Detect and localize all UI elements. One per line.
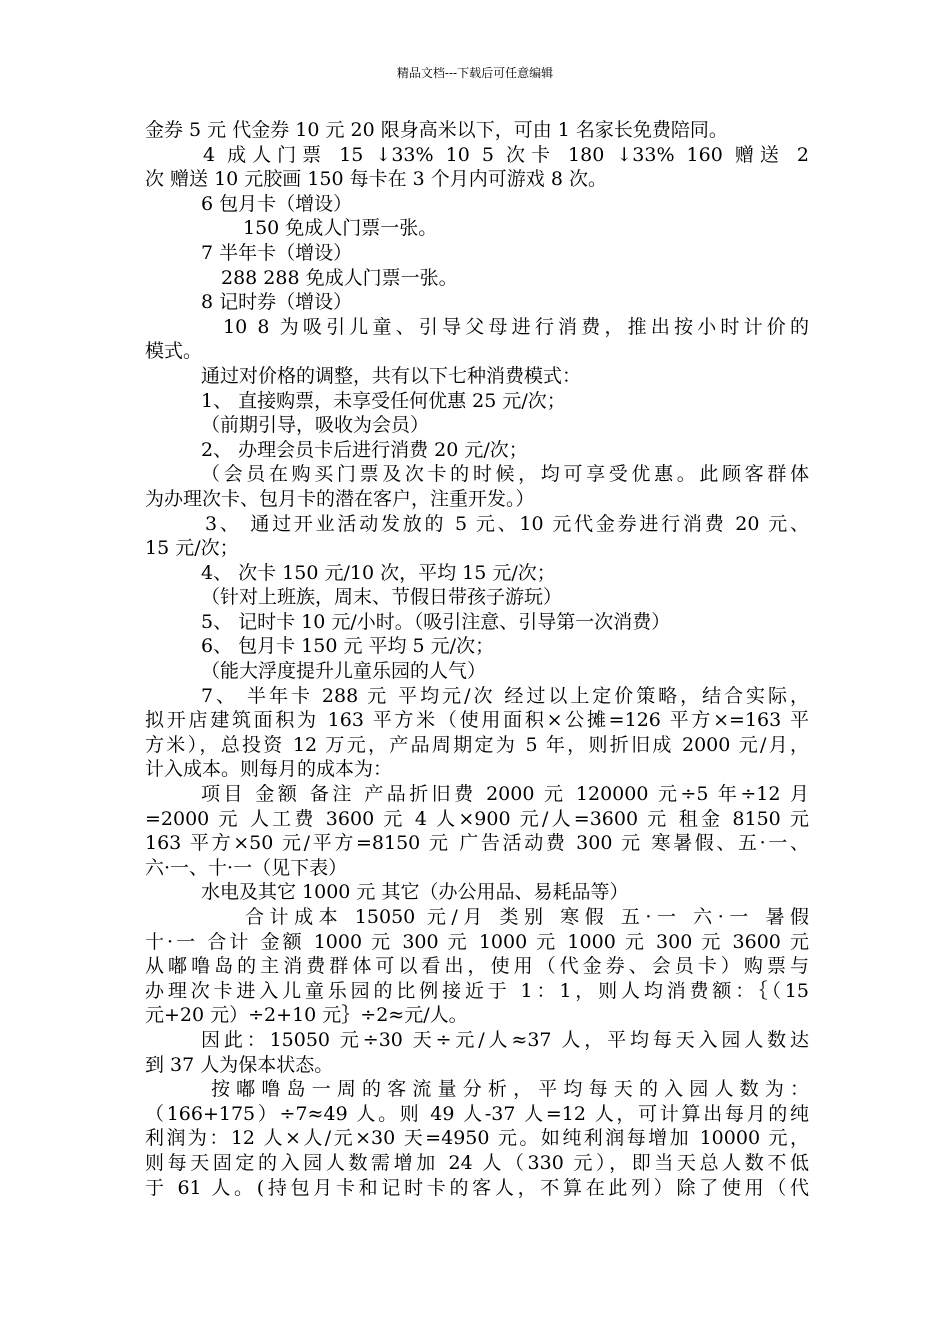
document-body (145, 118, 809, 1200)
text-line: 十·一 合计 金额 1000 元 300 元 1000 元 1000 元 300 元 3600 元 (145, 930, 809, 953)
text-line: 2、 办理会员卡后进行消费 20 元/次； (201, 438, 528, 461)
text-line: 则每天固定的入园人数需增加 24 人（330 元），即当天总人数不低 (145, 1151, 809, 1174)
text-line: 按嘟噜岛一周的客流量分析，平均每天的入园人数为： (211, 1078, 809, 1101)
text-line: 拟开店建筑面积为 163 平方米（使用面积×公摊=126 平方×=163 平 (145, 709, 809, 732)
text-line: 288 288 免成人门票一张。 (221, 266, 458, 289)
text-line: 于 61 人。(持包月卡和记时卡的客人，不算在此列）除了使用（代 (145, 1176, 809, 1199)
text-line: 六·一、十·一（见下表） (145, 856, 348, 879)
text-line: 元+20 元）÷2+10 元｝÷2≈元/人。 (145, 1004, 468, 1027)
text-line: 利润为：12 人×人/元×30 天=4950 元。如纯利润每增加 10000 元， (145, 1127, 809, 1150)
document-header: 精品文档---下载后可任意编辑 (396, 66, 554, 80)
text-line: 5、 记时卡 10 元/小时。（吸引注意、引导第一次消费） (201, 610, 671, 633)
text-line: 7 半年卡（增设） (201, 241, 353, 264)
text-line: （针对上班族，周末、节假日带孩子游玩） (201, 586, 563, 609)
text-line: 合计成本 15050 元/月 类别 寒假 五·一 六·一 暑假 (245, 906, 809, 928)
text-line: 8 记时券（增设） (201, 291, 353, 314)
text-line: 6 包月卡（增设） (201, 192, 353, 215)
text-line: 方米），总投资 12 万元，产品周期定为 5 年，则折旧成 2000 元/月， (145, 733, 809, 756)
text-line: （166+175）÷7≈49 人。则 49 人-37 人=12 人，可计算出每月的纯 (145, 1102, 809, 1125)
text-line: 模式。 (145, 340, 203, 363)
text-line: 3、 通过开业活动发放的 5 元、10 元代金券进行消费 20 元、 (205, 512, 809, 535)
text-line: 163 平方×50 元/平方=8150 元 广告活动费 300 元 寒暑假、五·一、 (145, 832, 809, 855)
text-line: （会员在购买门票及次卡的时候，均可享受优惠。此顾客群体 (201, 463, 809, 486)
text-line: 4 成人门票 15 ↓33% 10 5 次卡 180 ↓33% 160 赠送 2 (203, 143, 809, 166)
text-line: 因此：15050 元÷30 天÷元/人≈37 人，平均每天入园人数达 (201, 1028, 809, 1051)
text-line: 次 赠送 10 元胶画 150 每卡在 3 个月内可游戏 8 次。 (145, 168, 607, 191)
text-line: 15 元/次； (145, 537, 239, 560)
text-line: 水电及其它 1000 元 其它（办公用品、易耗品等） (201, 881, 629, 904)
text-line: 金券 5 元 代金券 10 元 20 限身高米以下，可由 1 名家长免费陪同。 (145, 119, 728, 141)
text-line: 150 免成人门票一张。 (243, 217, 438, 240)
text-line: 10 8 为吸引儿童、引导父母进行消费，推出按小时计价的 (223, 315, 809, 338)
text-line: 计入成本。则每月的成本为： (145, 758, 393, 781)
text-line: =2000 元 人工费 3600 元 4 人×900 元/人=3600 元 租金 8150 元 (145, 807, 809, 830)
text-line: 为办理次卡、包月卡的潜在客户，注重开发。） (145, 487, 535, 510)
text-line: 4、 次卡 150 元/10 次，平均 15 元/次； (201, 561, 556, 584)
text-line: 7、 半年卡 288 元 平均元/次 经过以上定价策略，结合实际， (201, 684, 809, 707)
text-line: 到 37 人为保本状态。 (145, 1053, 334, 1076)
text-line: 从嘟噜岛的主消费群体可以看出，使用（代金券、会员卡）购票与 (145, 955, 809, 978)
text-line: （能大浮度提升儿童乐园的人气） (201, 660, 487, 683)
text-line: 办理次卡进入儿童乐园的比例接近于 1：1，则人均消费额：｛（15 (145, 979, 809, 1002)
text-line: 项目 金额 备注 产品折旧费 2000 元 120000 元÷5 年÷12 月 (201, 783, 809, 806)
text-line: （前期引导，吸收为会员） (201, 414, 430, 437)
text-line: 6、 包月卡 150 元 平均 5 元/次； (201, 635, 495, 658)
text-line: 通过对价格的调整，共有以下七种消费模式： (201, 364, 582, 387)
text-line: 1、 直接购票，未享受任何优惠 25 元/次； (201, 389, 566, 412)
